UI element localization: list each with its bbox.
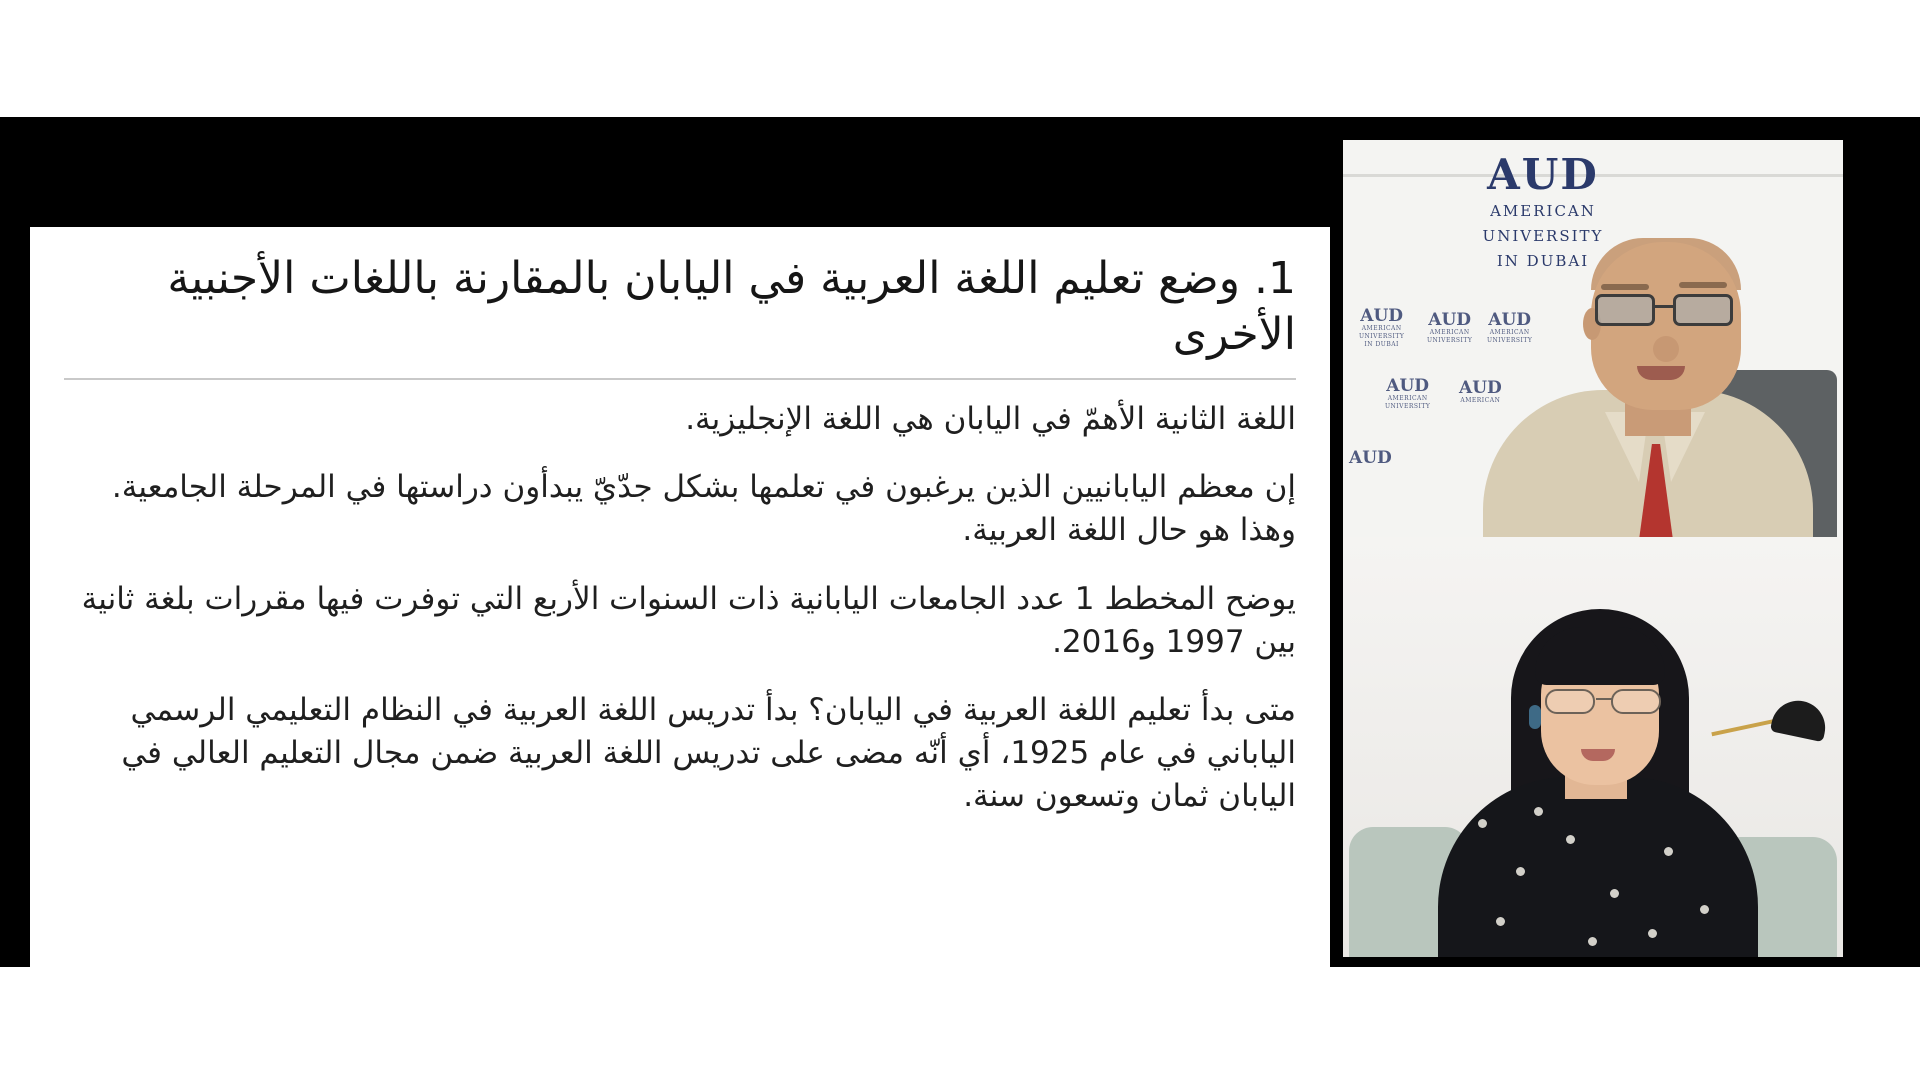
slide-paragraph-3: يوضح المخطط 1 عدد الجامعات اليابانية ذات السنوات الأربع التي توفرت فيها مقررات بلغة ثانية بين 1997 و2016. <box>81 580 1296 660</box>
woman-bangs <box>1535 627 1665 685</box>
aud-watermark-line-1: AMERICAN <box>1489 329 1530 336</box>
floral-motif <box>1516 867 1525 876</box>
aud-watermark-word: AUD <box>1488 310 1532 330</box>
aud-watermark-line-1: AMERICAN <box>1429 329 1470 336</box>
participant-video-top <box>1343 140 1843 540</box>
aud-watermark-word: AUD <box>1386 376 1430 396</box>
floral-motif <box>1478 819 1487 828</box>
presentation-slide <box>30 227 1330 967</box>
title-divider <box>64 378 1296 380</box>
aud-watermark-icon <box>1349 450 1392 467</box>
aud-watermark-icon <box>1359 308 1404 348</box>
aud-watermark-word: AUD <box>1360 306 1404 326</box>
aud-logo-word: AUD <box>1487 150 1599 199</box>
floral-motif <box>1496 917 1505 926</box>
aud-watermark-word: AUD <box>1428 310 1472 330</box>
aud-watermark-icon <box>1459 380 1502 405</box>
glasses-bridge <box>1655 305 1673 308</box>
aud-watermark-line-3: IN DUBAI <box>1364 340 1399 348</box>
participant-tile-bottom[interactable] <box>1343 537 1843 957</box>
floral-motif <box>1700 905 1709 914</box>
aud-watermark-word: AUD <box>1349 448 1392 468</box>
man-eyebrow-left <box>1601 284 1649 290</box>
aud-logo-line-1: AMERICAN <box>1490 202 1596 220</box>
aud-watermark-line-2: UNIVERSITY <box>1385 402 1431 410</box>
floral-motif <box>1588 937 1597 946</box>
aud-watermark-icon <box>1427 312 1472 345</box>
aud-watermark-icon <box>1487 312 1532 345</box>
slide-paragraph-2: إن معظم اليابانيين الذين يرغبون في تعلمها بشكل جدّيّ يبدأون دراستها في المرحلة الجامعية. وهذا هو حال اللغة العربية. <box>111 469 1296 549</box>
shared-screen-region[interactable] <box>0 117 1343 967</box>
aud-watermark-line-1: AMERICAN <box>1387 395 1428 402</box>
floral-motif <box>1664 847 1673 856</box>
glasses-bridge <box>1596 698 1612 700</box>
lens-right <box>1611 689 1661 714</box>
aud-watermark-line-2: UNIVERSITY <box>1427 336 1473 344</box>
man-mouth <box>1637 366 1685 380</box>
eyeglasses-icon <box>1593 294 1743 328</box>
slide-title: 1. وضع تعليم اللغة العربية في اليابان بالمقارنة باللغات الأجنبية الأخرى <box>167 253 1296 361</box>
slide-paragraph-1: اللغة الثانية الأهمّ في اليابان هي اللغة الإنجليزية. <box>685 400 1296 437</box>
aud-watermark-icon <box>1385 378 1430 411</box>
eyeglasses-icon <box>1539 689 1669 715</box>
aud-logo-line-2: UNIVERSITY <box>1482 226 1604 245</box>
aud-watermark-word: AUD <box>1459 378 1502 398</box>
lens-left <box>1595 294 1655 326</box>
aud-watermark-line-2: UNIVERSITY <box>1359 332 1405 340</box>
lens-right <box>1673 294 1733 326</box>
man-eyebrow-right <box>1679 282 1727 288</box>
floral-motif <box>1534 807 1543 816</box>
floral-motif <box>1648 929 1657 938</box>
participant-tile-top[interactable] <box>1343 140 1843 540</box>
floral-motif <box>1566 835 1575 844</box>
lens-left <box>1545 689 1595 714</box>
aud-watermark-line-2: UNIVERSITY <box>1487 336 1533 344</box>
aud-watermark-line-1: AMERICAN <box>1460 397 1501 404</box>
aud-logo-line-3: IN DUBAI <box>1496 251 1590 270</box>
slide-paragraph-4: متى بدأ تعليم اللغة العربية في اليابان؟ بدأ تدريس اللغة العربية في النظام التعليمي الرسمي الياباني في عام 1925، أي أنّه مضى على تدريس اللغة العربية ضمن مجال التعليم العالي في اليابان ثمان وتسعون سنة. <box>121 692 1296 814</box>
meeting-stage <box>0 117 1920 967</box>
floral-motif <box>1610 889 1619 898</box>
participant-video-bottom <box>1343 537 1843 957</box>
aud-watermark-line-1: AMERICAN <box>1361 325 1402 332</box>
man-nose <box>1653 336 1679 362</box>
